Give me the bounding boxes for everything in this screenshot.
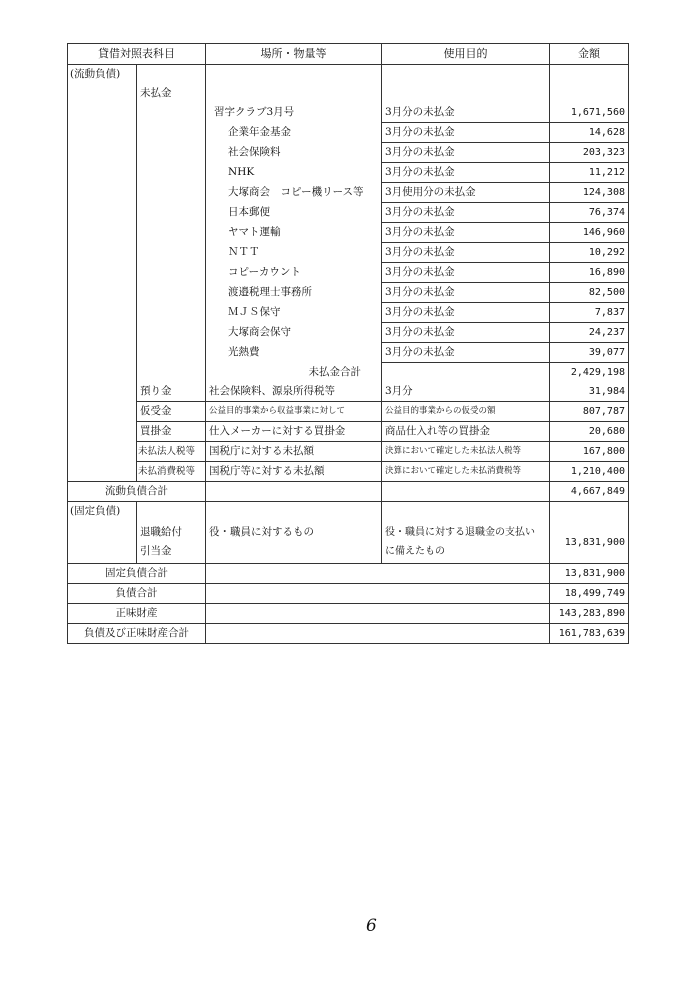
current-liability-row (68, 462, 629, 482)
mibarai-item-place: ＮＴＴ (206, 243, 382, 263)
current-liability-place: 国税庁等に対する未払額 (206, 462, 382, 482)
mibarai-item-row (68, 323, 629, 343)
mibarai-total-row (68, 363, 629, 383)
mibarai-item-amount: 146,960 (550, 223, 629, 243)
liabilities-total-label: 負債合計 (68, 584, 206, 604)
retirement-purpose-line1: 役・職員に対する退職金の支払い (385, 527, 535, 538)
mibarai-item-amount: 11,212 (550, 163, 629, 183)
current-liability-row (68, 402, 629, 422)
mibarai-item-row (68, 183, 629, 203)
grand-total-label: 負債及び正味財産合計 (68, 624, 206, 644)
mibarai-item-purpose: 3月分の未払金 (382, 323, 550, 343)
current-liability-purpose: 3月分 (382, 382, 550, 402)
fixed-total-amount: 13,831,900 (550, 564, 629, 584)
current-liability-place: 社会保険料、源泉所得税等 (206, 382, 382, 402)
current-liability-place: 仕入メーカーに対する買掛金 (206, 422, 382, 442)
mibarai-item-row (68, 263, 629, 283)
fixed-total-label: 固定負債合計 (68, 564, 206, 584)
mibarai-item-purpose: 3月分の未払金 (382, 163, 550, 183)
grand-total-amount: 161,783,639 (550, 624, 629, 644)
mibarai-item-purpose: 3月分の未払金 (382, 243, 550, 263)
mibarai-item-place: 習字クラブ3月号 (206, 103, 382, 123)
mibarai-item-amount: 76,374 (550, 203, 629, 223)
mibarai-item-row (68, 123, 629, 143)
current-liability-account: 仮受金 (137, 402, 206, 422)
current-liability-amount: 807,787 (550, 402, 629, 422)
mibarai-item-place: 大塚商会保守 (206, 323, 382, 343)
current-liability-account: 未払消費税等 (137, 462, 206, 482)
current-liability-amount: 20,680 (550, 422, 629, 442)
header-purpose: 使用目的 (382, 44, 550, 65)
mibarai-item-amount: 10,292 (550, 243, 629, 263)
current-section-row (68, 65, 629, 85)
net-assets-row (68, 604, 629, 624)
header-account: 貸借対照表科目 (68, 44, 206, 65)
current-total-amount: 4,667,849 (550, 482, 629, 502)
mibarai-item-purpose: 3月分の未払金 (382, 263, 550, 283)
current-liability-row (68, 422, 629, 442)
current-section-label: (流動負債) (68, 65, 137, 85)
current-liability-account: 買掛金 (137, 422, 206, 442)
retirement-account (137, 521, 206, 564)
net-assets-amount: 143,283,890 (550, 604, 629, 624)
mibarai-item-place: 大塚商会 コピー機リース等 (206, 183, 382, 203)
current-liability-place: 公益目的事業から収益事業に対して (206, 402, 382, 422)
mibarai-item-place: 日本郵便 (206, 203, 382, 223)
mibarai-item-place: 社会保険料 (206, 143, 382, 163)
retirement-purpose (382, 521, 550, 564)
retirement-place: 役・職員に対するもの (206, 521, 382, 564)
mibarai-item-place: ＭＪＳ保守 (206, 303, 382, 323)
current-liability-account: 預り金 (137, 382, 206, 402)
mibarai-item-row (68, 303, 629, 323)
mibarai-item-amount: 39,077 (550, 343, 629, 363)
retirement-purpose-line2: に備えたもの (385, 546, 445, 557)
fixed-section-label: (固定負債) (68, 502, 137, 522)
mibarai-item-row (68, 143, 629, 163)
mibarai-item-purpose: 3月使用分の未払金 (382, 183, 550, 203)
current-liability-place: 国税庁に対する未払額 (206, 442, 382, 462)
current-total-label: 流動負債合計 (68, 482, 206, 502)
fixed-total-row (68, 564, 629, 584)
mibarai-item-row (68, 283, 629, 303)
mibarai-item-place: 光熱費 (206, 343, 382, 363)
mibarai-item-row (68, 163, 629, 183)
grand-total-row (68, 624, 629, 644)
mibarai-item-purpose: 3月分の未払金 (382, 223, 550, 243)
retirement-account-line1: 退職給付 (140, 526, 182, 538)
current-total-row (68, 482, 629, 502)
current-liability-row (68, 442, 629, 462)
fixed-section-row (68, 502, 629, 522)
mibarai-item-amount: 124,308 (550, 183, 629, 203)
mibarai-item-amount: 14,628 (550, 123, 629, 143)
mibarai-item-row (68, 223, 629, 243)
mibarai-item-purpose: 3月分の未払金 (382, 123, 550, 143)
mibarai-item-place: NHK (206, 163, 382, 183)
mibarai-item-amount: 7,837 (550, 303, 629, 323)
current-liability-row (68, 382, 629, 402)
current-liability-purpose: 決算において確定した未払法人税等 (382, 442, 550, 462)
liabilities-total-row (68, 584, 629, 604)
current-liability-purpose: 決算において確定した未払消費税等 (382, 462, 550, 482)
current-liability-amount: 167,800 (550, 442, 629, 462)
mibarai-total-amount: 2,429,198 (550, 363, 629, 383)
retirement-amount: 13,831,900 (550, 521, 629, 564)
mibarai-item-amount: 24,237 (550, 323, 629, 343)
mibarai-total-label: 未払金合計 (206, 363, 382, 383)
mibarai-item-amount: 16,890 (550, 263, 629, 283)
mibarai-item-place: 企業年金基金 (206, 123, 382, 143)
current-liability-amount: 31,984 (550, 382, 629, 402)
mibarai-item-row (68, 243, 629, 263)
page-number: 6 (366, 916, 377, 936)
mibarai-item-place: ヤマト運輸 (206, 223, 382, 243)
mibarai-item-purpose: 3月分の未払金 (382, 343, 550, 363)
mibarai-item-row (68, 103, 629, 123)
mibarai-item-row (68, 203, 629, 223)
mibarai-item-purpose: 3月分の未払金 (382, 203, 550, 223)
mibarai-item-purpose: 3月分の未払金 (382, 103, 550, 123)
header-place: 場所・物量等 (206, 44, 382, 65)
liabilities-total-amount: 18,499,749 (550, 584, 629, 604)
net-assets-label: 正味財産 (68, 604, 206, 624)
mibarai-item-amount: 203,323 (550, 143, 629, 163)
current-liability-account: 未払法人税等 (137, 442, 206, 462)
retirement-account-line2: 引当金 (140, 545, 172, 557)
current-liability-purpose: 商品仕入れ等の買掛金 (382, 422, 550, 442)
mibarai-item-purpose: 3月分の未払金 (382, 143, 550, 163)
mibarai-item-purpose: 3月分の未払金 (382, 303, 550, 323)
mibarai-item-place: 渡邉税理士事務所 (206, 283, 382, 303)
mibarai-label-row (68, 84, 629, 103)
mibarai-item-amount: 82,500 (550, 283, 629, 303)
header-amount: 金額 (550, 44, 629, 65)
table-header-row (68, 44, 629, 65)
mibarai-item-purpose: 3月分の未払金 (382, 283, 550, 303)
balance-sheet-table (67, 43, 629, 644)
mibarai-item-row (68, 343, 629, 363)
retirement-row (68, 521, 629, 564)
current-liability-amount: 1,210,400 (550, 462, 629, 482)
mibarai-label: 未払金 (137, 84, 206, 103)
current-liability-purpose: 公益目的事業からの仮受の額 (382, 402, 550, 422)
mibarai-item-place: コピーカウント (206, 263, 382, 283)
mibarai-item-amount: 1,671,560 (550, 103, 629, 123)
